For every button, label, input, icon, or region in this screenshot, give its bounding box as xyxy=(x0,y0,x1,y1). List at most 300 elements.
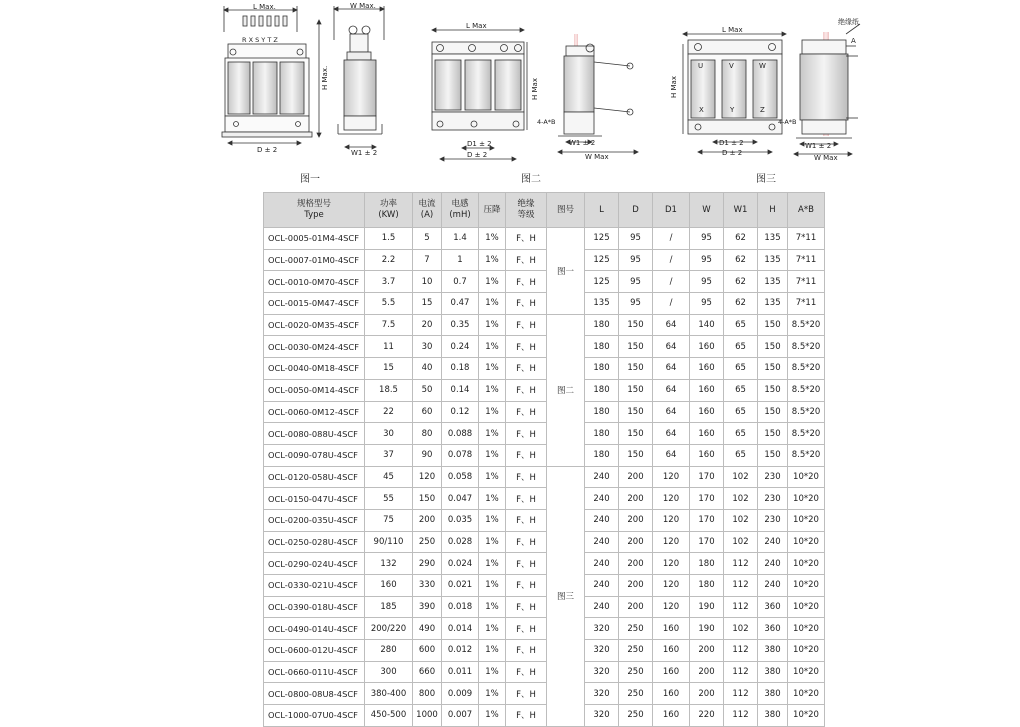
cell-d1: 64 xyxy=(653,336,690,358)
cell-l: 240 xyxy=(585,575,619,597)
cell-model: OCL-0020-0M35-4SCF xyxy=(264,314,365,336)
cell-insulation: F、H xyxy=(506,271,547,293)
cell-ab: 10*20 xyxy=(788,596,825,618)
cell-d1: 64 xyxy=(653,379,690,401)
header-h: H xyxy=(758,193,788,228)
cell-d: 250 xyxy=(619,618,653,640)
cell-power: 18.5 xyxy=(365,379,413,401)
fig2-w1-dim: W1 ± 2 xyxy=(569,139,596,147)
table-row xyxy=(264,379,825,401)
cell-model: OCL-0080-088U-4SCF xyxy=(264,423,365,445)
cell-inductance: 0.24 xyxy=(442,336,479,358)
cell-d: 250 xyxy=(619,661,653,683)
table-row xyxy=(264,509,825,531)
cell-inductance: 0.024 xyxy=(442,553,479,575)
fig3-d-dim: D ± 2 xyxy=(722,149,743,157)
cell-insulation: F、H xyxy=(506,423,547,445)
cell-figure: 图一 xyxy=(547,228,585,315)
cell-power: 450-500 xyxy=(365,705,413,727)
cell-w1: 102 xyxy=(724,531,758,553)
cell-insulation: F、H xyxy=(506,596,547,618)
cell-l: 125 xyxy=(585,228,619,250)
cell-w1: 65 xyxy=(724,314,758,336)
cell-w1: 65 xyxy=(724,336,758,358)
cell-current: 90 xyxy=(413,444,442,466)
cell-power: 300 xyxy=(365,661,413,683)
cell-l: 135 xyxy=(585,293,619,315)
cell-insulation: F、H xyxy=(506,531,547,553)
cell-current: 660 xyxy=(413,661,442,683)
cell-ab: 10*20 xyxy=(788,683,825,705)
cell-w: 200 xyxy=(690,683,724,705)
header-d1: D1 xyxy=(653,193,690,228)
cell-w1: 102 xyxy=(724,509,758,531)
cell-w: 95 xyxy=(690,228,724,250)
cell-w1: 65 xyxy=(724,358,758,380)
header-model: 规格型号 Type xyxy=(264,193,365,228)
cell-w1: 112 xyxy=(724,596,758,618)
technical-drawings xyxy=(0,0,1020,190)
cell-d: 95 xyxy=(619,249,653,271)
cell-h: 135 xyxy=(758,249,788,271)
drawings-svg xyxy=(0,0,1020,190)
cell-current: 120 xyxy=(413,466,442,488)
cell-model: OCL-0010-0M70-4SCF xyxy=(264,271,365,293)
cell-voltage-drop: 1% xyxy=(479,444,506,466)
fig2-h-dim: H Max xyxy=(531,78,539,100)
cell-w: 160 xyxy=(690,444,724,466)
cell-voltage-drop: 1% xyxy=(479,488,506,510)
header-figure: 图号 xyxy=(547,193,585,228)
cell-ab: 8.5*20 xyxy=(788,444,825,466)
cell-power: 185 xyxy=(365,596,413,618)
cell-power: 2.2 xyxy=(365,249,413,271)
cell-w: 170 xyxy=(690,488,724,510)
cell-power: 37 xyxy=(365,444,413,466)
cell-d1: 120 xyxy=(653,575,690,597)
cell-model: OCL-0007-01M0-4SCF xyxy=(264,249,365,271)
cell-h: 150 xyxy=(758,379,788,401)
cell-d: 95 xyxy=(619,228,653,250)
fig1-w1-dim: W1 ± 2 xyxy=(351,149,378,157)
cell-voltage-drop: 1% xyxy=(479,336,506,358)
cell-figure: 图二 xyxy=(547,314,585,466)
cell-model: OCL-0090-078U-4SCF xyxy=(264,444,365,466)
cell-h: 380 xyxy=(758,640,788,662)
cell-power: 132 xyxy=(365,553,413,575)
cell-current: 200 xyxy=(413,509,442,531)
cell-d: 200 xyxy=(619,596,653,618)
cell-h: 380 xyxy=(758,661,788,683)
cell-l: 180 xyxy=(585,379,619,401)
cell-model: OCL-0390-018U-4SCF xyxy=(264,596,365,618)
cell-power: 90/110 xyxy=(365,531,413,553)
cell-current: 10 xyxy=(413,271,442,293)
cell-ab: 10*20 xyxy=(788,488,825,510)
cell-voltage-drop: 1% xyxy=(479,531,506,553)
cell-insulation: F、H xyxy=(506,466,547,488)
cell-d1: 64 xyxy=(653,444,690,466)
cell-insulation: F、H xyxy=(506,553,547,575)
cell-w1: 102 xyxy=(724,618,758,640)
table-row xyxy=(264,293,825,315)
cell-h: 150 xyxy=(758,444,788,466)
header-ab: A*B xyxy=(788,193,825,228)
cell-d1: 120 xyxy=(653,509,690,531)
cell-inductance: 0.18 xyxy=(442,358,479,380)
cell-model: OCL-0330-021U-4SCF xyxy=(264,575,365,597)
cell-l: 240 xyxy=(585,596,619,618)
fig1-front-view xyxy=(222,6,321,145)
cell-model: OCL-0120-058U-4SCF xyxy=(264,466,365,488)
cell-ab: 10*20 xyxy=(788,661,825,683)
cell-d1: 160 xyxy=(653,683,690,705)
cell-current: 250 xyxy=(413,531,442,553)
cell-ab: 10*20 xyxy=(788,553,825,575)
fig3-terminal-v: V xyxy=(729,62,734,70)
cell-d: 250 xyxy=(619,705,653,727)
cell-current: 15 xyxy=(413,293,442,315)
cell-h: 135 xyxy=(758,228,788,250)
header-inductance: 电感 (mH) xyxy=(442,193,479,228)
cell-figure: 图三 xyxy=(547,466,585,726)
cell-model: OCL-0200-035U-4SCF xyxy=(264,509,365,531)
cell-insulation: F、H xyxy=(506,640,547,662)
cell-voltage-drop: 1% xyxy=(479,705,506,727)
fig2-side-view xyxy=(558,34,638,154)
fig3-l-dim: L Max xyxy=(722,26,743,34)
cell-w1: 102 xyxy=(724,488,758,510)
cell-l: 180 xyxy=(585,358,619,380)
cell-current: 80 xyxy=(413,423,442,445)
fig2-l-dim: L Max xyxy=(466,22,487,30)
cell-ab: 8.5*20 xyxy=(788,401,825,423)
cell-inductance: 0.12 xyxy=(442,401,479,423)
spec-table xyxy=(263,192,825,727)
header-w1: W1 xyxy=(724,193,758,228)
cell-voltage-drop: 1% xyxy=(479,553,506,575)
fig3-insulation-label: 绝缘纸 xyxy=(838,18,859,26)
cell-current: 7 xyxy=(413,249,442,271)
cell-model: OCL-0800-08U8-4SCF xyxy=(264,683,365,705)
fig2-d1-dim: D1 ± 2 xyxy=(467,140,492,148)
cell-voltage-drop: 1% xyxy=(479,271,506,293)
table-row xyxy=(264,423,825,445)
cell-w: 170 xyxy=(690,531,724,553)
cell-l: 320 xyxy=(585,683,619,705)
cell-w: 190 xyxy=(690,596,724,618)
cell-model: OCL-0060-0M12-4SCF xyxy=(264,401,365,423)
fig2-caption: 图二 xyxy=(521,174,541,185)
cell-current: 290 xyxy=(413,553,442,575)
cell-power: 280 xyxy=(365,640,413,662)
cell-model: OCL-0050-0M14-4SCF xyxy=(264,379,365,401)
cell-insulation: F、H xyxy=(506,379,547,401)
cell-voltage-drop: 1% xyxy=(479,249,506,271)
cell-l: 240 xyxy=(585,509,619,531)
fig3-terminal-u: U xyxy=(698,62,704,70)
fig1-side-view xyxy=(334,6,384,149)
header-voltage-drop: 压降 xyxy=(479,193,506,228)
cell-power: 30 xyxy=(365,423,413,445)
cell-h: 380 xyxy=(758,683,788,705)
cell-model: OCL-0005-01M4-4SCF xyxy=(264,228,365,250)
cell-voltage-drop: 1% xyxy=(479,293,506,315)
cell-inductance: 0.011 xyxy=(442,661,479,683)
cell-insulation: F、H xyxy=(506,618,547,640)
cell-d1: / xyxy=(653,271,690,293)
fig3-hole-dim: 4-A*B xyxy=(778,118,797,126)
fig3-terminal-x: X xyxy=(699,106,704,114)
cell-w1: 112 xyxy=(724,705,758,727)
cell-inductance: 0.014 xyxy=(442,618,479,640)
cell-h: 150 xyxy=(758,314,788,336)
cell-ab: 8.5*20 xyxy=(788,379,825,401)
fig1-d-dim: D ± 2 xyxy=(257,146,278,154)
cell-l: 180 xyxy=(585,423,619,445)
cell-model: OCL-0490-014U-4SCF xyxy=(264,618,365,640)
cell-inductance: 0.7 xyxy=(442,271,479,293)
table-row xyxy=(264,683,825,705)
cell-w: 95 xyxy=(690,249,724,271)
cell-inductance: 0.009 xyxy=(442,683,479,705)
cell-d1: 120 xyxy=(653,488,690,510)
cell-w1: 112 xyxy=(724,661,758,683)
cell-ab: 10*20 xyxy=(788,509,825,531)
fig3-terminal-w: W xyxy=(759,62,766,70)
cell-l: 240 xyxy=(585,466,619,488)
cell-d1: 120 xyxy=(653,596,690,618)
fig1-l-dim: L Max. xyxy=(253,3,276,11)
cell-ab: 10*20 xyxy=(788,466,825,488)
cell-model: OCL-0290-024U-4SCF xyxy=(264,553,365,575)
cell-d1: / xyxy=(653,228,690,250)
cell-current: 490 xyxy=(413,618,442,640)
cell-h: 240 xyxy=(758,531,788,553)
table-row xyxy=(264,336,825,358)
cell-power: 22 xyxy=(365,401,413,423)
cell-w1: 112 xyxy=(724,640,758,662)
fig3-a-mark: A xyxy=(851,37,856,45)
cell-inductance: 0.058 xyxy=(442,466,479,488)
cell-current: 50 xyxy=(413,379,442,401)
cell-inductance: 0.018 xyxy=(442,596,479,618)
cell-insulation: F、H xyxy=(506,509,547,531)
cell-w1: 62 xyxy=(724,271,758,293)
cell-voltage-drop: 1% xyxy=(479,640,506,662)
cell-d: 150 xyxy=(619,358,653,380)
table-row xyxy=(264,575,825,597)
cell-d: 200 xyxy=(619,509,653,531)
cell-inductance: 0.021 xyxy=(442,575,479,597)
cell-power: 200/220 xyxy=(365,618,413,640)
cell-power: 5.5 xyxy=(365,293,413,315)
cell-insulation: F、H xyxy=(506,661,547,683)
cell-h: 360 xyxy=(758,596,788,618)
fig1-caption: 图一 xyxy=(300,174,320,185)
header-l: L xyxy=(585,193,619,228)
cell-l: 125 xyxy=(585,271,619,293)
header-insulation: 绝缘 等级 xyxy=(506,193,547,228)
table-row xyxy=(264,466,825,488)
cell-h: 150 xyxy=(758,336,788,358)
cell-h: 380 xyxy=(758,705,788,727)
table-row xyxy=(264,705,825,727)
fig3-h-dim: H Max xyxy=(670,76,678,98)
fig3-terminal-y: Y xyxy=(730,106,735,114)
cell-voltage-drop: 1% xyxy=(479,509,506,531)
cell-d: 200 xyxy=(619,575,653,597)
cell-h: 230 xyxy=(758,466,788,488)
cell-ab: 10*20 xyxy=(788,618,825,640)
cell-d1: 64 xyxy=(653,423,690,445)
table-body xyxy=(264,228,825,727)
cell-w: 160 xyxy=(690,336,724,358)
cell-ab: 10*20 xyxy=(788,640,825,662)
cell-h: 240 xyxy=(758,575,788,597)
cell-insulation: F、H xyxy=(506,683,547,705)
cell-ab: 8.5*20 xyxy=(788,423,825,445)
cell-w: 180 xyxy=(690,553,724,575)
cell-voltage-drop: 1% xyxy=(479,575,506,597)
cell-power: 3.7 xyxy=(365,271,413,293)
cell-w: 160 xyxy=(690,401,724,423)
cell-d: 200 xyxy=(619,531,653,553)
cell-d: 200 xyxy=(619,553,653,575)
cell-voltage-drop: 1% xyxy=(479,596,506,618)
cell-current: 800 xyxy=(413,683,442,705)
cell-l: 320 xyxy=(585,705,619,727)
cell-w: 190 xyxy=(690,618,724,640)
fig3-w1-dim: W1 ± 2 xyxy=(805,142,832,150)
cell-ab: 7*11 xyxy=(788,271,825,293)
cell-d1: 160 xyxy=(653,618,690,640)
table-row xyxy=(264,358,825,380)
fig3-w-dim: W Max xyxy=(814,154,838,162)
cell-ab: 7*11 xyxy=(788,249,825,271)
cell-model: OCL-0250-028U-4SCF xyxy=(264,531,365,553)
cell-d: 200 xyxy=(619,466,653,488)
cell-power: 160 xyxy=(365,575,413,597)
table-row xyxy=(264,488,825,510)
cell-d: 150 xyxy=(619,336,653,358)
cell-ab: 8.5*20 xyxy=(788,336,825,358)
cell-w1: 62 xyxy=(724,293,758,315)
header-w: W xyxy=(690,193,724,228)
cell-d: 150 xyxy=(619,379,653,401)
cell-power: 1.5 xyxy=(365,228,413,250)
table-row xyxy=(264,314,825,336)
cell-d: 200 xyxy=(619,488,653,510)
cell-w: 200 xyxy=(690,640,724,662)
cell-l: 180 xyxy=(585,314,619,336)
table-row xyxy=(264,531,825,553)
cell-l: 180 xyxy=(585,336,619,358)
cell-d: 95 xyxy=(619,271,653,293)
cell-power: 55 xyxy=(365,488,413,510)
cell-insulation: F、H xyxy=(506,358,547,380)
cell-insulation: F、H xyxy=(506,575,547,597)
cell-d: 150 xyxy=(619,314,653,336)
cell-insulation: F、H xyxy=(506,336,547,358)
cell-l: 240 xyxy=(585,488,619,510)
cell-w: 140 xyxy=(690,314,724,336)
cell-w1: 65 xyxy=(724,379,758,401)
fig3-d1-dim: D1 ± 2 xyxy=(719,139,744,147)
cell-ab: 8.5*20 xyxy=(788,358,825,380)
cell-inductance: 0.007 xyxy=(442,705,479,727)
cell-model: OCL-0150-047U-4SCF xyxy=(264,488,365,510)
cell-insulation: F、H xyxy=(506,293,547,315)
cell-l: 180 xyxy=(585,401,619,423)
cell-d1: 120 xyxy=(653,553,690,575)
cell-power: 45 xyxy=(365,466,413,488)
cell-inductance: 0.047 xyxy=(442,488,479,510)
cell-w1: 65 xyxy=(724,444,758,466)
cell-insulation: F、H xyxy=(506,401,547,423)
cell-w: 170 xyxy=(690,509,724,531)
cell-w: 200 xyxy=(690,661,724,683)
cell-model: OCL-0660-011U-4SCF xyxy=(264,661,365,683)
cell-model: OCL-0040-0M18-4SCF xyxy=(264,358,365,380)
cell-w1: 112 xyxy=(724,575,758,597)
cell-current: 30 xyxy=(413,336,442,358)
cell-w1: 62 xyxy=(724,228,758,250)
header-power: 功率 (KW) xyxy=(365,193,413,228)
cell-w: 220 xyxy=(690,705,724,727)
cell-d: 250 xyxy=(619,683,653,705)
cell-model: OCL-0030-0M24-4SCF xyxy=(264,336,365,358)
cell-power: 75 xyxy=(365,509,413,531)
cell-inductance: 0.078 xyxy=(442,444,479,466)
cell-h: 230 xyxy=(758,488,788,510)
cell-l: 320 xyxy=(585,618,619,640)
cell-power: 380-400 xyxy=(365,683,413,705)
cell-ab: 10*20 xyxy=(788,705,825,727)
cell-d1: 120 xyxy=(653,466,690,488)
table-row xyxy=(264,271,825,293)
cell-d1: 160 xyxy=(653,705,690,727)
cell-h: 150 xyxy=(758,401,788,423)
fig1-h-dim: H Max. xyxy=(321,65,329,90)
cell-w1: 65 xyxy=(724,423,758,445)
cell-inductance: 0.012 xyxy=(442,640,479,662)
header-current: 电流 (A) xyxy=(413,193,442,228)
cell-w: 95 xyxy=(690,293,724,315)
cell-inductance: 0.14 xyxy=(442,379,479,401)
cell-w1: 65 xyxy=(724,401,758,423)
cell-insulation: F、H xyxy=(506,444,547,466)
cell-power: 7.5 xyxy=(365,314,413,336)
cell-d1: 64 xyxy=(653,401,690,423)
cell-inductance: 0.47 xyxy=(442,293,479,315)
cell-voltage-drop: 1% xyxy=(479,423,506,445)
cell-h: 150 xyxy=(758,358,788,380)
fig2-hole-dim: 4-A*B xyxy=(537,118,556,126)
table-row xyxy=(264,661,825,683)
cell-h: 150 xyxy=(758,423,788,445)
cell-h: 240 xyxy=(758,553,788,575)
cell-l: 320 xyxy=(585,640,619,662)
cell-voltage-drop: 1% xyxy=(479,228,506,250)
cell-l: 125 xyxy=(585,249,619,271)
cell-voltage-drop: 1% xyxy=(479,466,506,488)
cell-ab: 7*11 xyxy=(788,293,825,315)
fig1-w-dim: W Max. xyxy=(350,2,376,10)
table-header-row xyxy=(264,193,825,228)
table-row xyxy=(264,249,825,271)
cell-current: 20 xyxy=(413,314,442,336)
